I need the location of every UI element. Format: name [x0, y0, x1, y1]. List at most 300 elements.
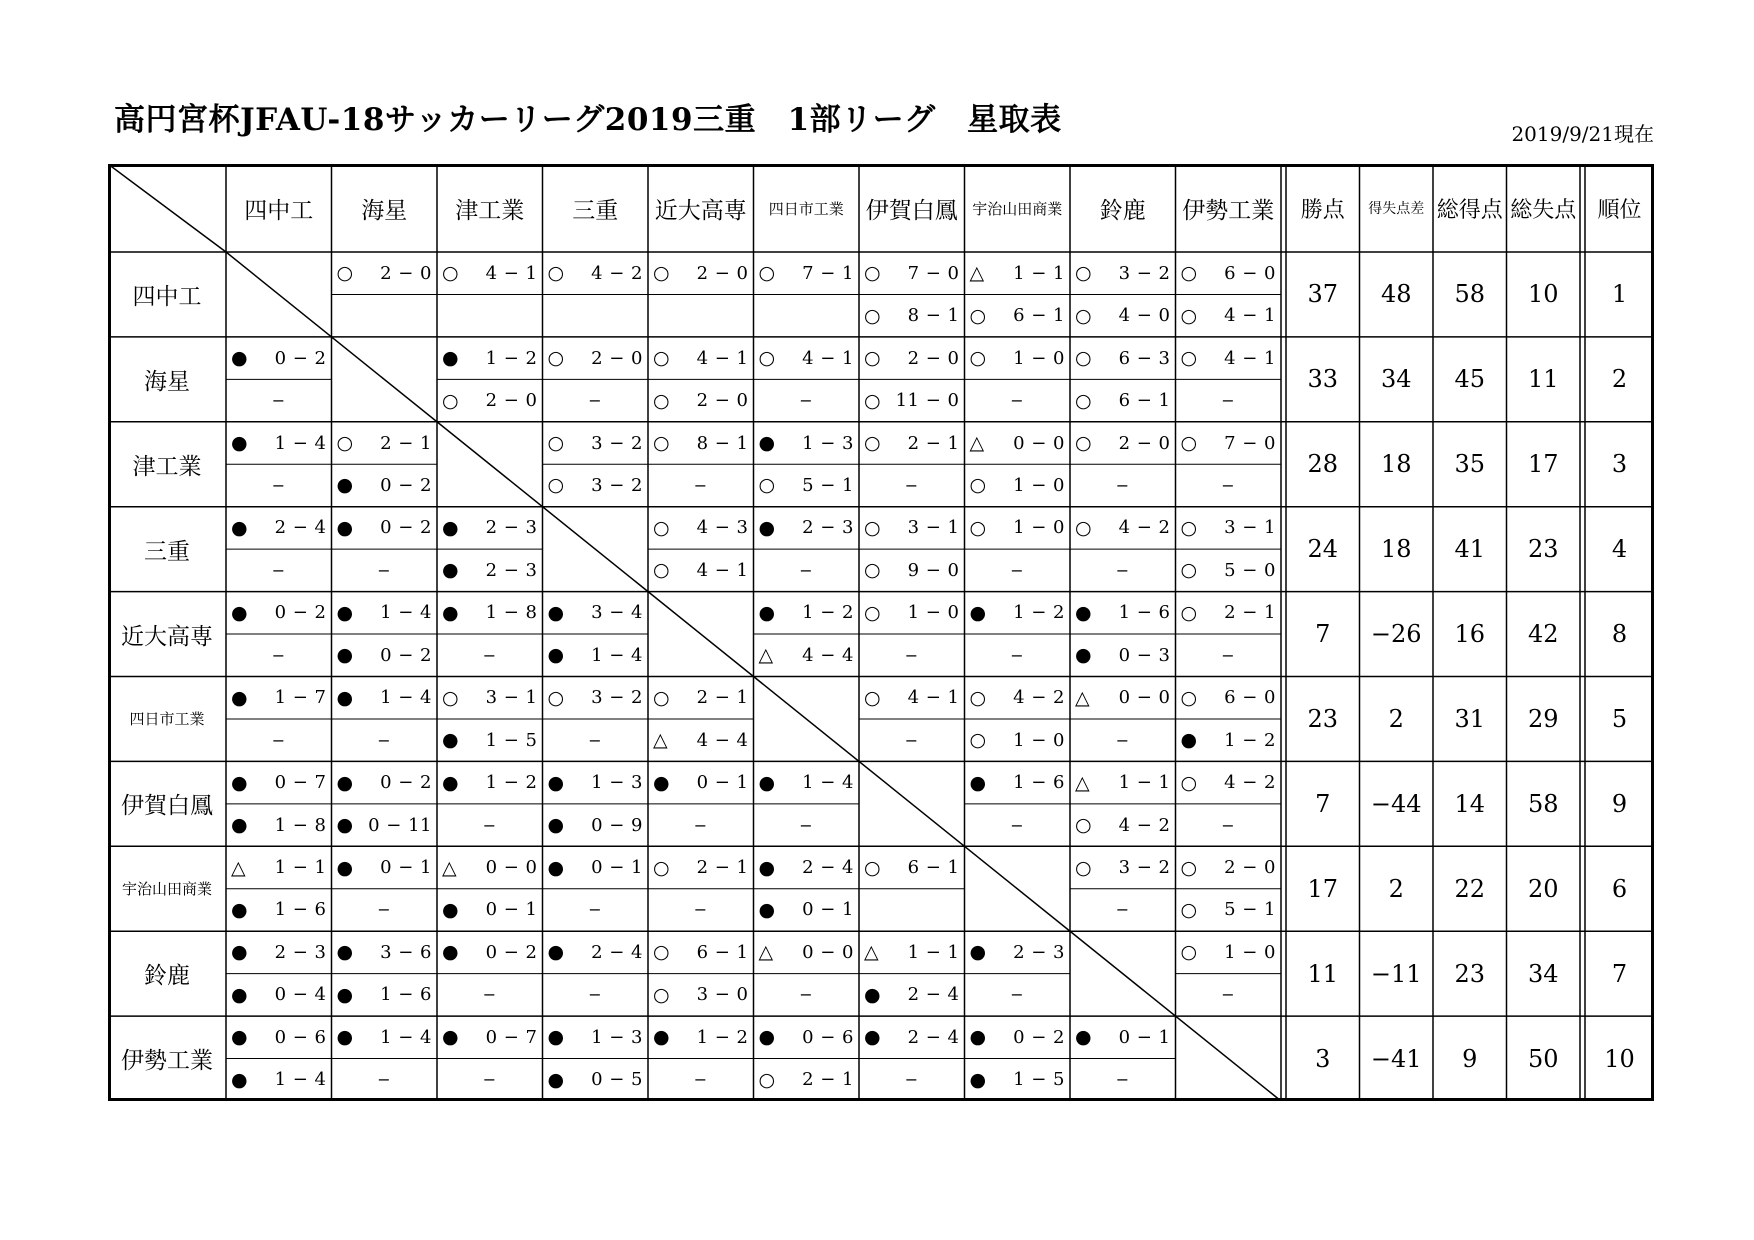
stat-value: 31 — [1454, 704, 1486, 733]
result-score: 0 − 2 — [380, 644, 432, 666]
result-score: 0 − 2 — [380, 474, 432, 496]
result-symbol: ● — [547, 814, 565, 837]
match-result — [332, 464, 438, 506]
stat-value: 10 — [1527, 280, 1559, 309]
result-symbol: ● — [231, 983, 249, 1006]
result-score: 4 − 2 — [1224, 772, 1276, 794]
stat-value: 20 — [1527, 874, 1559, 903]
result-score: 4 − 2 — [591, 262, 643, 284]
match-result — [437, 337, 543, 379]
result-score: 0 − 0 — [1118, 687, 1171, 709]
result-score: 2 − 4 — [591, 941, 643, 963]
result-symbol: ● — [231, 771, 249, 794]
result-score: 2 − 4 — [802, 857, 854, 879]
match-result — [1070, 804, 1176, 846]
result-symbol: ● — [231, 516, 249, 539]
match-result — [543, 846, 649, 888]
result-symbol: ○ — [442, 262, 460, 285]
result-score: 0 − 3 — [1118, 644, 1171, 666]
result-score: 0 − 1 — [802, 899, 854, 921]
stat-value: 2 — [1388, 704, 1404, 733]
result-symbol: ● — [969, 601, 987, 624]
result-symbol: ○ — [653, 559, 671, 582]
result-symbol: ● — [336, 644, 354, 667]
stat-value: 50 — [1527, 1044, 1559, 1073]
stat-value: 3 — [1611, 450, 1628, 479]
row-header-team: 四日市工業 — [129, 710, 205, 729]
result-symbol: ● — [336, 601, 354, 624]
match-result — [437, 1016, 543, 1058]
result-score: 1 − 6 — [1118, 602, 1171, 624]
column-header-team: 鈴鹿 — [1099, 197, 1146, 224]
result-score: 3 − 2 — [591, 432, 643, 454]
result-score: 4 − 1 — [1224, 347, 1276, 369]
result-score: 1 − 0 — [1224, 941, 1276, 963]
match-result — [543, 634, 649, 676]
result-symbol: ○ — [1075, 304, 1093, 327]
result-score: 1 − 1 — [907, 941, 960, 963]
result-symbol: ● — [231, 601, 249, 624]
result-score: 2 − 0 — [696, 262, 749, 284]
result-score: 0 − 9 — [591, 814, 643, 836]
result-symbol: ● — [231, 1026, 249, 1049]
match-result — [859, 931, 965, 973]
stat-value: 33 — [1307, 365, 1339, 394]
match-result — [1070, 379, 1176, 421]
match-result — [332, 974, 438, 1016]
match-result: − — [588, 391, 603, 411]
result-score: 1 − 0 — [1013, 517, 1065, 539]
result-symbol: ● — [969, 1026, 987, 1049]
result-score: 3 − 1 — [907, 517, 960, 539]
result-score: 2 − 1 — [1224, 602, 1276, 624]
result-symbol: ○ — [864, 347, 882, 370]
result-score: 2 − 0 — [907, 347, 960, 369]
result-symbol: ○ — [1180, 898, 1198, 921]
stat-value: 11 — [1307, 959, 1339, 988]
result-score: 1 − 4 — [802, 772, 854, 794]
stat-value: 2 — [1388, 874, 1404, 903]
result-symbol: ○ — [442, 686, 460, 709]
match-result — [1176, 931, 1282, 973]
result-score: 8 − 1 — [696, 432, 749, 454]
match-result — [859, 549, 965, 591]
match-result — [543, 592, 649, 634]
result-score: 0 − 1 — [1118, 1026, 1171, 1048]
result-symbol: ● — [758, 856, 776, 879]
result-symbol: ● — [1075, 644, 1093, 667]
result-score: 1 − 2 — [802, 602, 854, 624]
match-result — [332, 804, 438, 846]
match-result: − — [799, 815, 814, 835]
stat-value: 16 — [1454, 620, 1486, 649]
result-score: 2 − 4 — [907, 984, 960, 1006]
match-result — [648, 931, 754, 973]
result-symbol: △ — [1075, 771, 1091, 794]
result-symbol: ● — [758, 771, 776, 794]
result-score: 0 − 0 — [802, 941, 854, 963]
match-result — [437, 549, 543, 591]
result-symbol: ○ — [1180, 856, 1198, 879]
result-symbol: △ — [653, 729, 669, 752]
match-result — [226, 507, 332, 549]
result-symbol: ● — [231, 1068, 249, 1091]
result-score: 7 − 1 — [802, 262, 854, 284]
column-header-stat: 総失点 — [1510, 197, 1577, 223]
result-score: 4 − 1 — [696, 559, 749, 581]
match-result: − — [1115, 475, 1130, 495]
result-score: 1 − 0 — [1013, 729, 1065, 751]
column-header-team: 伊勢工業 — [1182, 197, 1275, 224]
match-result — [754, 846, 860, 888]
match-result — [965, 252, 1071, 294]
stat-value: −44 — [1370, 789, 1422, 818]
result-score: 4 − 4 — [696, 729, 749, 751]
result-score: 1 − 2 — [696, 1026, 749, 1048]
match-result — [543, 464, 649, 506]
result-score: 1 − 8 — [485, 602, 538, 624]
stat-value: 9 — [1462, 1044, 1478, 1073]
result-symbol: ● — [1075, 601, 1093, 624]
match-result — [859, 846, 965, 888]
result-score: 6 − 1 — [1013, 305, 1065, 327]
result-score: 7 − 0 — [1224, 432, 1276, 454]
match-result — [648, 974, 754, 1016]
result-symbol: ○ — [969, 304, 987, 327]
result-score: 2 − 4 — [907, 1026, 960, 1048]
match-result — [754, 761, 860, 803]
match-result — [859, 974, 965, 1016]
result-score: 2 − 3 — [274, 941, 327, 963]
match-result: − — [482, 645, 497, 665]
result-score: 4 − 1 — [802, 347, 854, 369]
match-result — [754, 1016, 860, 1058]
result-symbol: ● — [547, 644, 565, 667]
result-score: 1 − 7 — [274, 687, 327, 709]
stat-value: 2 — [1611, 365, 1628, 394]
match-result — [543, 804, 649, 846]
result-symbol: ○ — [653, 432, 671, 455]
stat-value: 8 — [1611, 620, 1628, 649]
column-header-stat: 勝点 — [1300, 197, 1345, 223]
result-score: 4 − 2 — [1118, 517, 1171, 539]
result-score: 1 − 4 — [274, 432, 327, 454]
result-symbol: ○ — [547, 262, 565, 285]
match-result — [332, 1016, 438, 1058]
stat-value: 23 — [1527, 535, 1559, 564]
result-score: 0 − 2 — [274, 347, 327, 369]
match-result: − — [693, 475, 708, 495]
result-symbol: ● — [758, 432, 776, 455]
result-symbol: ○ — [758, 1068, 776, 1091]
result-score: 2 − 0 — [380, 262, 432, 284]
match-result — [1070, 634, 1176, 676]
match-result — [965, 1016, 1071, 1058]
result-symbol: ○ — [653, 983, 671, 1006]
stat-value: 6 — [1611, 874, 1628, 903]
result-score: 4 − 1 — [1224, 305, 1276, 327]
result-score: 0 − 7 — [274, 772, 327, 794]
stat-value: 29 — [1527, 704, 1559, 733]
stat-value: 18 — [1380, 450, 1412, 479]
result-score: 2 − 3 — [802, 517, 854, 539]
stat-value: 14 — [1454, 789, 1486, 818]
match-result — [754, 889, 860, 931]
match-result — [965, 337, 1071, 379]
match-result — [1070, 1016, 1176, 1058]
match-result — [437, 931, 543, 973]
match-result — [754, 931, 860, 973]
match-result — [226, 804, 332, 846]
match-result: − — [1115, 1070, 1130, 1090]
result-score: 9 − 0 — [907, 559, 960, 581]
result-symbol: ○ — [442, 389, 460, 412]
match-result — [437, 677, 543, 719]
match-result — [754, 1059, 860, 1101]
corner-diagonal — [108, 164, 226, 252]
result-symbol: ○ — [1180, 559, 1198, 582]
result-symbol: ● — [442, 601, 460, 624]
match-result — [226, 592, 332, 634]
result-symbol: ● — [547, 1068, 565, 1091]
match-result — [1070, 677, 1176, 719]
match-result — [859, 379, 965, 421]
result-symbol: ● — [653, 771, 671, 794]
result-score: 6 − 1 — [907, 857, 960, 879]
result-symbol: ● — [758, 898, 776, 921]
stat-value: 10 — [1604, 1044, 1635, 1073]
result-score: 0 − 1 — [696, 772, 749, 794]
result-symbol: ● — [758, 1026, 776, 1049]
result-symbol: ● — [442, 898, 460, 921]
match-result — [1176, 549, 1282, 591]
match-result — [1176, 889, 1282, 931]
match-result — [226, 422, 332, 464]
result-score: 1 − 4 — [380, 687, 432, 709]
result-score: 0 − 2 — [1013, 1026, 1065, 1048]
match-result: − — [693, 1070, 708, 1090]
result-score: 0 − 4 — [274, 984, 327, 1006]
match-result — [1070, 761, 1176, 803]
result-symbol: ○ — [1180, 686, 1198, 709]
match-result — [1176, 252, 1282, 294]
result-symbol: ● — [231, 898, 249, 921]
stat-value: 7 — [1315, 620, 1331, 649]
match-result: − — [482, 985, 497, 1005]
result-symbol: ○ — [1075, 262, 1093, 285]
result-score: 1 − 3 — [591, 772, 643, 794]
stat-value: 18 — [1380, 535, 1412, 564]
result-symbol: △ — [231, 856, 247, 879]
match-result: − — [1010, 985, 1025, 1005]
match-result — [1070, 252, 1176, 294]
column-header-team: 津工業 — [455, 197, 525, 224]
result-symbol: ● — [442, 1026, 460, 1049]
match-result — [437, 252, 543, 294]
stat-value: 3 — [1315, 1044, 1331, 1073]
row-header-team: 鈴鹿 — [144, 963, 190, 990]
match-result — [1070, 422, 1176, 464]
result-score: 4 − 2 — [1013, 687, 1065, 709]
stat-value: 42 — [1527, 620, 1559, 649]
result-symbol: ○ — [864, 304, 882, 327]
match-result — [332, 592, 438, 634]
result-score: 3 − 2 — [591, 687, 643, 709]
match-result — [648, 1016, 754, 1058]
match-result — [1176, 507, 1282, 549]
match-result — [1176, 761, 1282, 803]
result-score: 4 − 3 — [696, 517, 749, 539]
row-header-team: 伊勢工業 — [121, 1048, 213, 1075]
match-result — [648, 507, 754, 549]
result-score: 1 − 6 — [380, 984, 432, 1006]
match-result — [1176, 294, 1282, 336]
result-symbol: ○ — [864, 432, 882, 455]
result-score: 2 − 0 — [1118, 432, 1171, 454]
result-symbol: ○ — [758, 262, 776, 285]
result-score: 0 − 7 — [485, 1026, 538, 1048]
match-result — [965, 592, 1071, 634]
result-symbol: ○ — [758, 474, 776, 497]
result-score: 1 − 1 — [1118, 772, 1171, 794]
row-header-team: 津工業 — [132, 453, 202, 480]
match-result — [437, 846, 543, 888]
result-score: 1 − 1 — [274, 857, 327, 879]
result-symbol: ○ — [864, 516, 882, 539]
result-symbol: ● — [231, 686, 249, 709]
result-symbol: ○ — [653, 389, 671, 412]
result-score: 1 − 5 — [485, 729, 538, 751]
match-result — [754, 592, 860, 634]
match-result — [648, 379, 754, 421]
row-header-team: 三重 — [144, 538, 190, 565]
column-header-team: 四日市工業 — [768, 199, 844, 218]
result-symbol: ● — [336, 983, 354, 1006]
match-result — [226, 1059, 332, 1101]
match-result — [965, 422, 1071, 464]
column-header-stat: 得失点差 — [1368, 201, 1425, 217]
result-symbol: ○ — [969, 347, 987, 370]
match-result — [437, 889, 543, 931]
result-score: 5 − 1 — [802, 474, 854, 496]
match-result: − — [904, 475, 919, 495]
result-score: 0 − 6 — [274, 1026, 327, 1048]
stat-value: 41 — [1454, 535, 1486, 564]
match-result: − — [271, 560, 286, 580]
result-symbol: ○ — [547, 432, 565, 455]
result-symbol: ● — [442, 771, 460, 794]
match-result — [543, 677, 649, 719]
result-symbol: ● — [442, 347, 460, 370]
result-symbol: ○ — [653, 856, 671, 879]
result-score: 1 − 6 — [274, 899, 327, 921]
stat-value: 22 — [1454, 874, 1486, 903]
result-symbol: ● — [547, 941, 565, 964]
match-result: − — [1115, 560, 1130, 580]
match-result — [648, 846, 754, 888]
column-header-team: 近大高専 — [654, 197, 747, 224]
as-of-date: 2019/9/21現在 — [1511, 122, 1654, 146]
result-symbol: ● — [653, 1026, 671, 1049]
stat-value: 4 — [1611, 535, 1628, 564]
stat-value: 58 — [1527, 789, 1559, 818]
result-symbol: ○ — [1180, 304, 1198, 327]
match-result — [226, 889, 332, 931]
match-result — [1176, 846, 1282, 888]
match-result — [437, 719, 543, 761]
result-symbol: ○ — [864, 601, 882, 624]
row-header-team: 四中工 — [132, 283, 202, 310]
stat-value: −11 — [1370, 959, 1422, 988]
match-result — [648, 761, 754, 803]
match-result — [1070, 592, 1176, 634]
match-result — [648, 422, 754, 464]
result-symbol: ● — [336, 1026, 354, 1049]
result-score: 6 − 1 — [696, 941, 749, 963]
result-symbol: ● — [969, 941, 987, 964]
result-symbol: ● — [442, 941, 460, 964]
match-result: − — [799, 391, 814, 411]
result-symbol: ○ — [653, 347, 671, 370]
match-result — [226, 974, 332, 1016]
result-symbol: ○ — [653, 516, 671, 539]
match-result — [1176, 677, 1282, 719]
match-result: − — [271, 645, 286, 665]
result-symbol: ○ — [1180, 262, 1198, 285]
result-symbol: ● — [336, 686, 354, 709]
result-score: 1 − 4 — [380, 1026, 432, 1048]
result-symbol: ○ — [1180, 347, 1198, 370]
match-result: − — [588, 985, 603, 1005]
result-symbol: ○ — [547, 347, 565, 370]
result-score: 3 − 4 — [591, 602, 643, 624]
result-score: 0 − 2 — [485, 941, 538, 963]
result-symbol: ○ — [1075, 814, 1093, 837]
result-score: 0 − 1 — [485, 899, 538, 921]
column-header-team: 宇治山田商業 — [972, 199, 1063, 218]
result-score: 0 − 5 — [591, 1069, 643, 1091]
result-symbol: ○ — [1180, 432, 1198, 455]
column-header-team: 三重 — [572, 197, 619, 224]
standings-table — [108, 164, 1654, 1101]
result-symbol: ○ — [864, 389, 882, 412]
stat-value: 37 — [1307, 280, 1339, 309]
match-result — [648, 337, 754, 379]
result-symbol: ● — [231, 432, 249, 455]
result-symbol: ○ — [969, 474, 987, 497]
match-result — [226, 761, 332, 803]
match-result: − — [482, 1070, 497, 1090]
result-score: 1 − 5 — [1013, 1069, 1065, 1091]
result-score: 3 − 2 — [1118, 262, 1171, 284]
match-result — [226, 677, 332, 719]
result-symbol: ● — [336, 814, 354, 837]
result-symbol: ○ — [1075, 389, 1093, 412]
result-score: 3 − 2 — [591, 474, 643, 496]
match-result — [437, 379, 543, 421]
result-score: 2 − 4 — [274, 517, 327, 539]
result-score: 4 − 1 — [696, 347, 749, 369]
result-score: 2 − 1 — [380, 432, 432, 454]
match-result — [859, 337, 965, 379]
match-result: − — [1010, 391, 1025, 411]
match-result: − — [904, 1070, 919, 1090]
result-symbol: ○ — [864, 856, 882, 879]
result-score: 0 − 6 — [802, 1026, 854, 1048]
result-symbol: ○ — [969, 686, 987, 709]
result-score: 2 − 0 — [1224, 857, 1276, 879]
result-symbol: △ — [864, 941, 880, 964]
